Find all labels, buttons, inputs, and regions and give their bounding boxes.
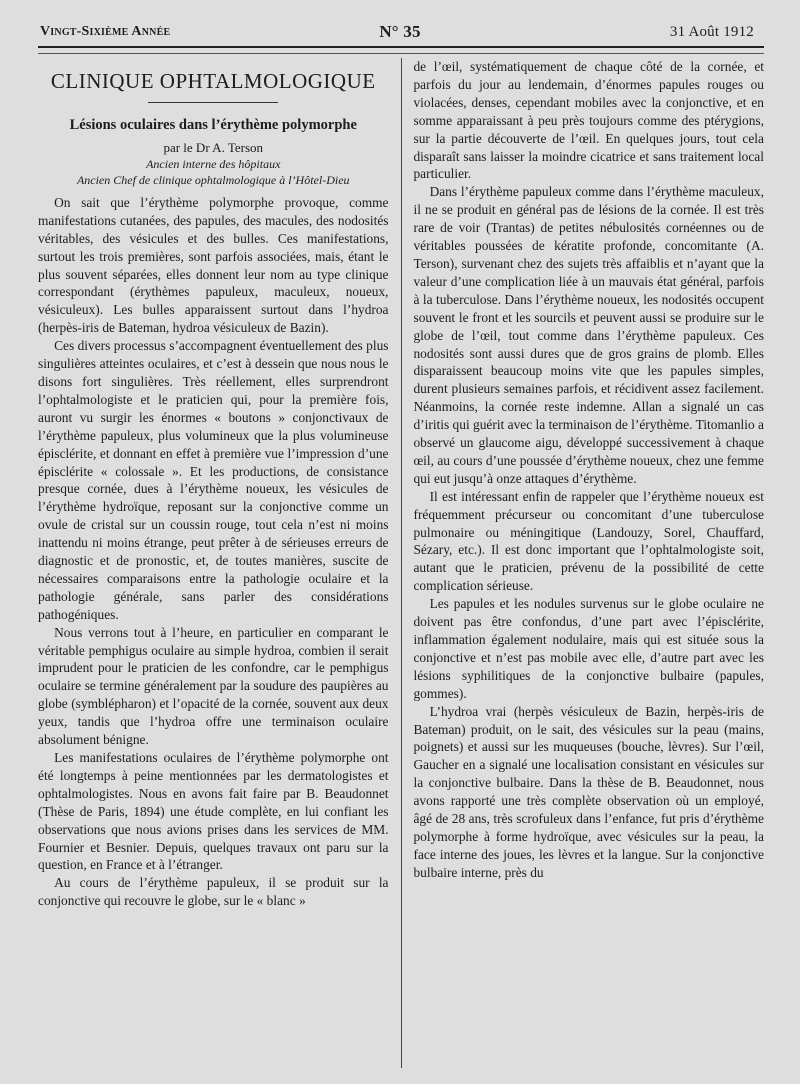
column-divider bbox=[401, 58, 402, 1068]
paragraph: Au cours de l’érythème papuleux, il se produit sur la conjonctive qui recouvre le globe, sur le « blanc » bbox=[38, 875, 389, 909]
header-issue-number: N° 35 bbox=[379, 22, 421, 41]
right-column bbox=[413, 58, 764, 1068]
author-title-1: Ancien interne des hôpitaux bbox=[146, 156, 281, 171]
paragraph: Il est intéressant enfin de rappeler que l’érythème noueux est fréquemment précurseur ou concomitant d’une tuberculose pulmonaire ou méningitique (Landouzy, Sorel, Chauffard, Sézary, etc.). Il est donc important que l’ophtalmologiste soit, autant que le praticien, prévenu de la possibilité de cette complication sérieuse. bbox=[413, 488, 764, 594]
paragraph: On sait que l’érythème polymorphe provoque, comme manifestations cutanées, des papules, des macules, des nodosités véritables, des vésicules et des bulles. Ces manifestations, surtout les trois premières, sont parfois associées, mais, étant le plus souvent séparées, elles donnent leur nom au type clinique correspondant (érythèmes papuleux, maculeux, noueux, vésiculeux). Les bulles apparaissent surtout dans l’hydroa (herpès-iris de Bateman, hydroa vésiculeux de Bazin). bbox=[38, 194, 389, 336]
section-title: CLINIQUE OPHTALMOLOGIQUE bbox=[50, 69, 376, 93]
paragraph: Nous verrons tout à l’heure, en particulier en comparant le véritable pemphigus oculaire au simple hydroa, combien il serait imprudent pour le praticien de les confondre, car le pemphigus oculaire se termine généralement par la soudure des paupières au globe (symblépharon) et l’opacité de la cornée, souvent aux deux yeux, tandis que l’hydroa offre une terminaison oculaire absolument bénigne. bbox=[38, 624, 389, 748]
title-rule bbox=[148, 102, 278, 103]
article-columns bbox=[38, 58, 764, 1068]
paragraph: de l’œil, systématiquement de chaque côté de la cornée, et parfois du jour au lendemain, d’énormes papules rouges ou violacées, denses, cependant mobiles avec la conjonctive, et en somme apparaissant à peu près toujours comme des ptérygions, sur la partie découverte de l’œil. En quelques jours, tout cela disparaît sans laisser la moindre cicatrice et sans traitement local particulier. bbox=[413, 59, 764, 182]
header-rule bbox=[38, 46, 764, 54]
paragraph: Les manifestations oculaires de l’érythème polymorphe ont été longtemps à peine mentionnées par les dermatologistes et ophtalmologistes. Nous en avons fait faire par B. Beaudonnet (Thèse de Paris, 1894) une étude complète, en lui confiant les observations que nous avions prises dans les services de MM. Fournier et Besnier. Depuis, quelques travaux ont paru sur la question, en France et à l’étranger. bbox=[38, 750, 389, 873]
left-column bbox=[38, 58, 389, 1068]
paragraph: Ces divers processus s’accompagnent éventuellement des plus singulières atteintes oculaires, et c’est à dessein que nous nous le disons fort singulières. Très réellement, elles surprendront l’ophtalmologiste et le praticien qui, pour la première fois, auront vu surgir les énormes « boutons » conjonctivaux de l’érythème papuleux, plus volumineux que la plus volumineuse épisclérite, et donnant en effet à première vue l’impression d’une épisclérite « colossale ». Et les productions, de consistance presque cornée, dues à l’érythème noueux, les vésicules de l’érythème hydroïque, reposant sur la conjonctive comme un ovule de cristal sur un coussin rouge, tout cela n’est ni moins inattendu ni moins étrange, peut prêter à de sérieuses erreurs de diagnostic et de pronostic, et, de toutes manières, suscite de nécessaires comparaisons entre la pathologie oculaire et la pathologie générale, sans parler des considérations pathogéniques. bbox=[38, 338, 389, 622]
paragraph: Dans l’érythème papuleux comme dans l’érythème maculeux, il ne se produit en général pas de lésions de la cornée. Il est très rare de voir (Trantas) de petites nébulosités cornéennes ou de véritables poussées de kératite profonde, concomitante (A. Terson), survenant chez des sujets très affaiblis et n’ayant que la valeur d’une complication liée à un mauvais état général, parfois à la tuberculose. Dans l’érythème noueux, les nodosités occupent souvent le front et les sourcils et peuvent aussi se produire sur le globe de l’œil, tout comme dans l’érythème papuleux. Ces nodosités sont aussi dures que de gros grains de plomb. Elles disparaissent beaucoup moins vite que les papules simples, durent plusieurs semaines parfois, et récidivent assez facilement. Néanmoins, la cornée reste indemne. Allan a signalé un cas d’iritis qui guérit avec la terminaison de l’érythème. Titomanlio a observé un glaucome aigu, développé successivement à chaque œil, au cours d’une poussée d’érythème noueux, chez une femme qui eut jusqu’à onze attaques d’érythème. bbox=[413, 184, 764, 486]
header-date: 31 Août 1912 bbox=[669, 24, 754, 40]
paragraph: L’hydroa vrai (herpès vésiculeux de Bazin, herpès-iris de Bateman) produit, on le sait, des vésicules sur la peau (mains, poignets) et aussi sur les muqueuses (bouche, lèvres). Sur l’œil, Gaucher en a signalé une localisation consistant en vésicules sur la conjonctive bulbaire. Dans la thèse de B. Beaudonnet, nous avons rapporté une très complète observation où un employé, âgé de 28 ans, très scrofuleux dans l’enfance, fut pris d’érythème polymorphe à forme hydroïque, avec vésicules sur la peau, la face interne des joues, les lèvres et la langue. Sur la conjonctive bulbaire interne, près du bbox=[413, 703, 764, 880]
article-byline: par le Dr A. Terson bbox=[163, 139, 264, 155]
running-header bbox=[28, 22, 772, 46]
header-volume: Vingt-Sixième Année bbox=[40, 24, 171, 39]
author-title-2: Ancien Chef de clinique ophtalmologique à l’Hôtel-Dieu bbox=[76, 172, 350, 187]
paragraph: Les papules et les nodules survenus sur le globe oculaire ne doivent pas être confondus, d’une part avec l’épisclérite, inflammation également nodulaire, mais qui est située sous la conjonctive et n’est pas mobile avec elle, d’autre part avec les lésions syphilitiques de la conjonctive bulbaire (papules, gommes). bbox=[413, 596, 764, 701]
article-title: Lésions oculaires dans l’érythème polymorphe bbox=[69, 117, 357, 133]
